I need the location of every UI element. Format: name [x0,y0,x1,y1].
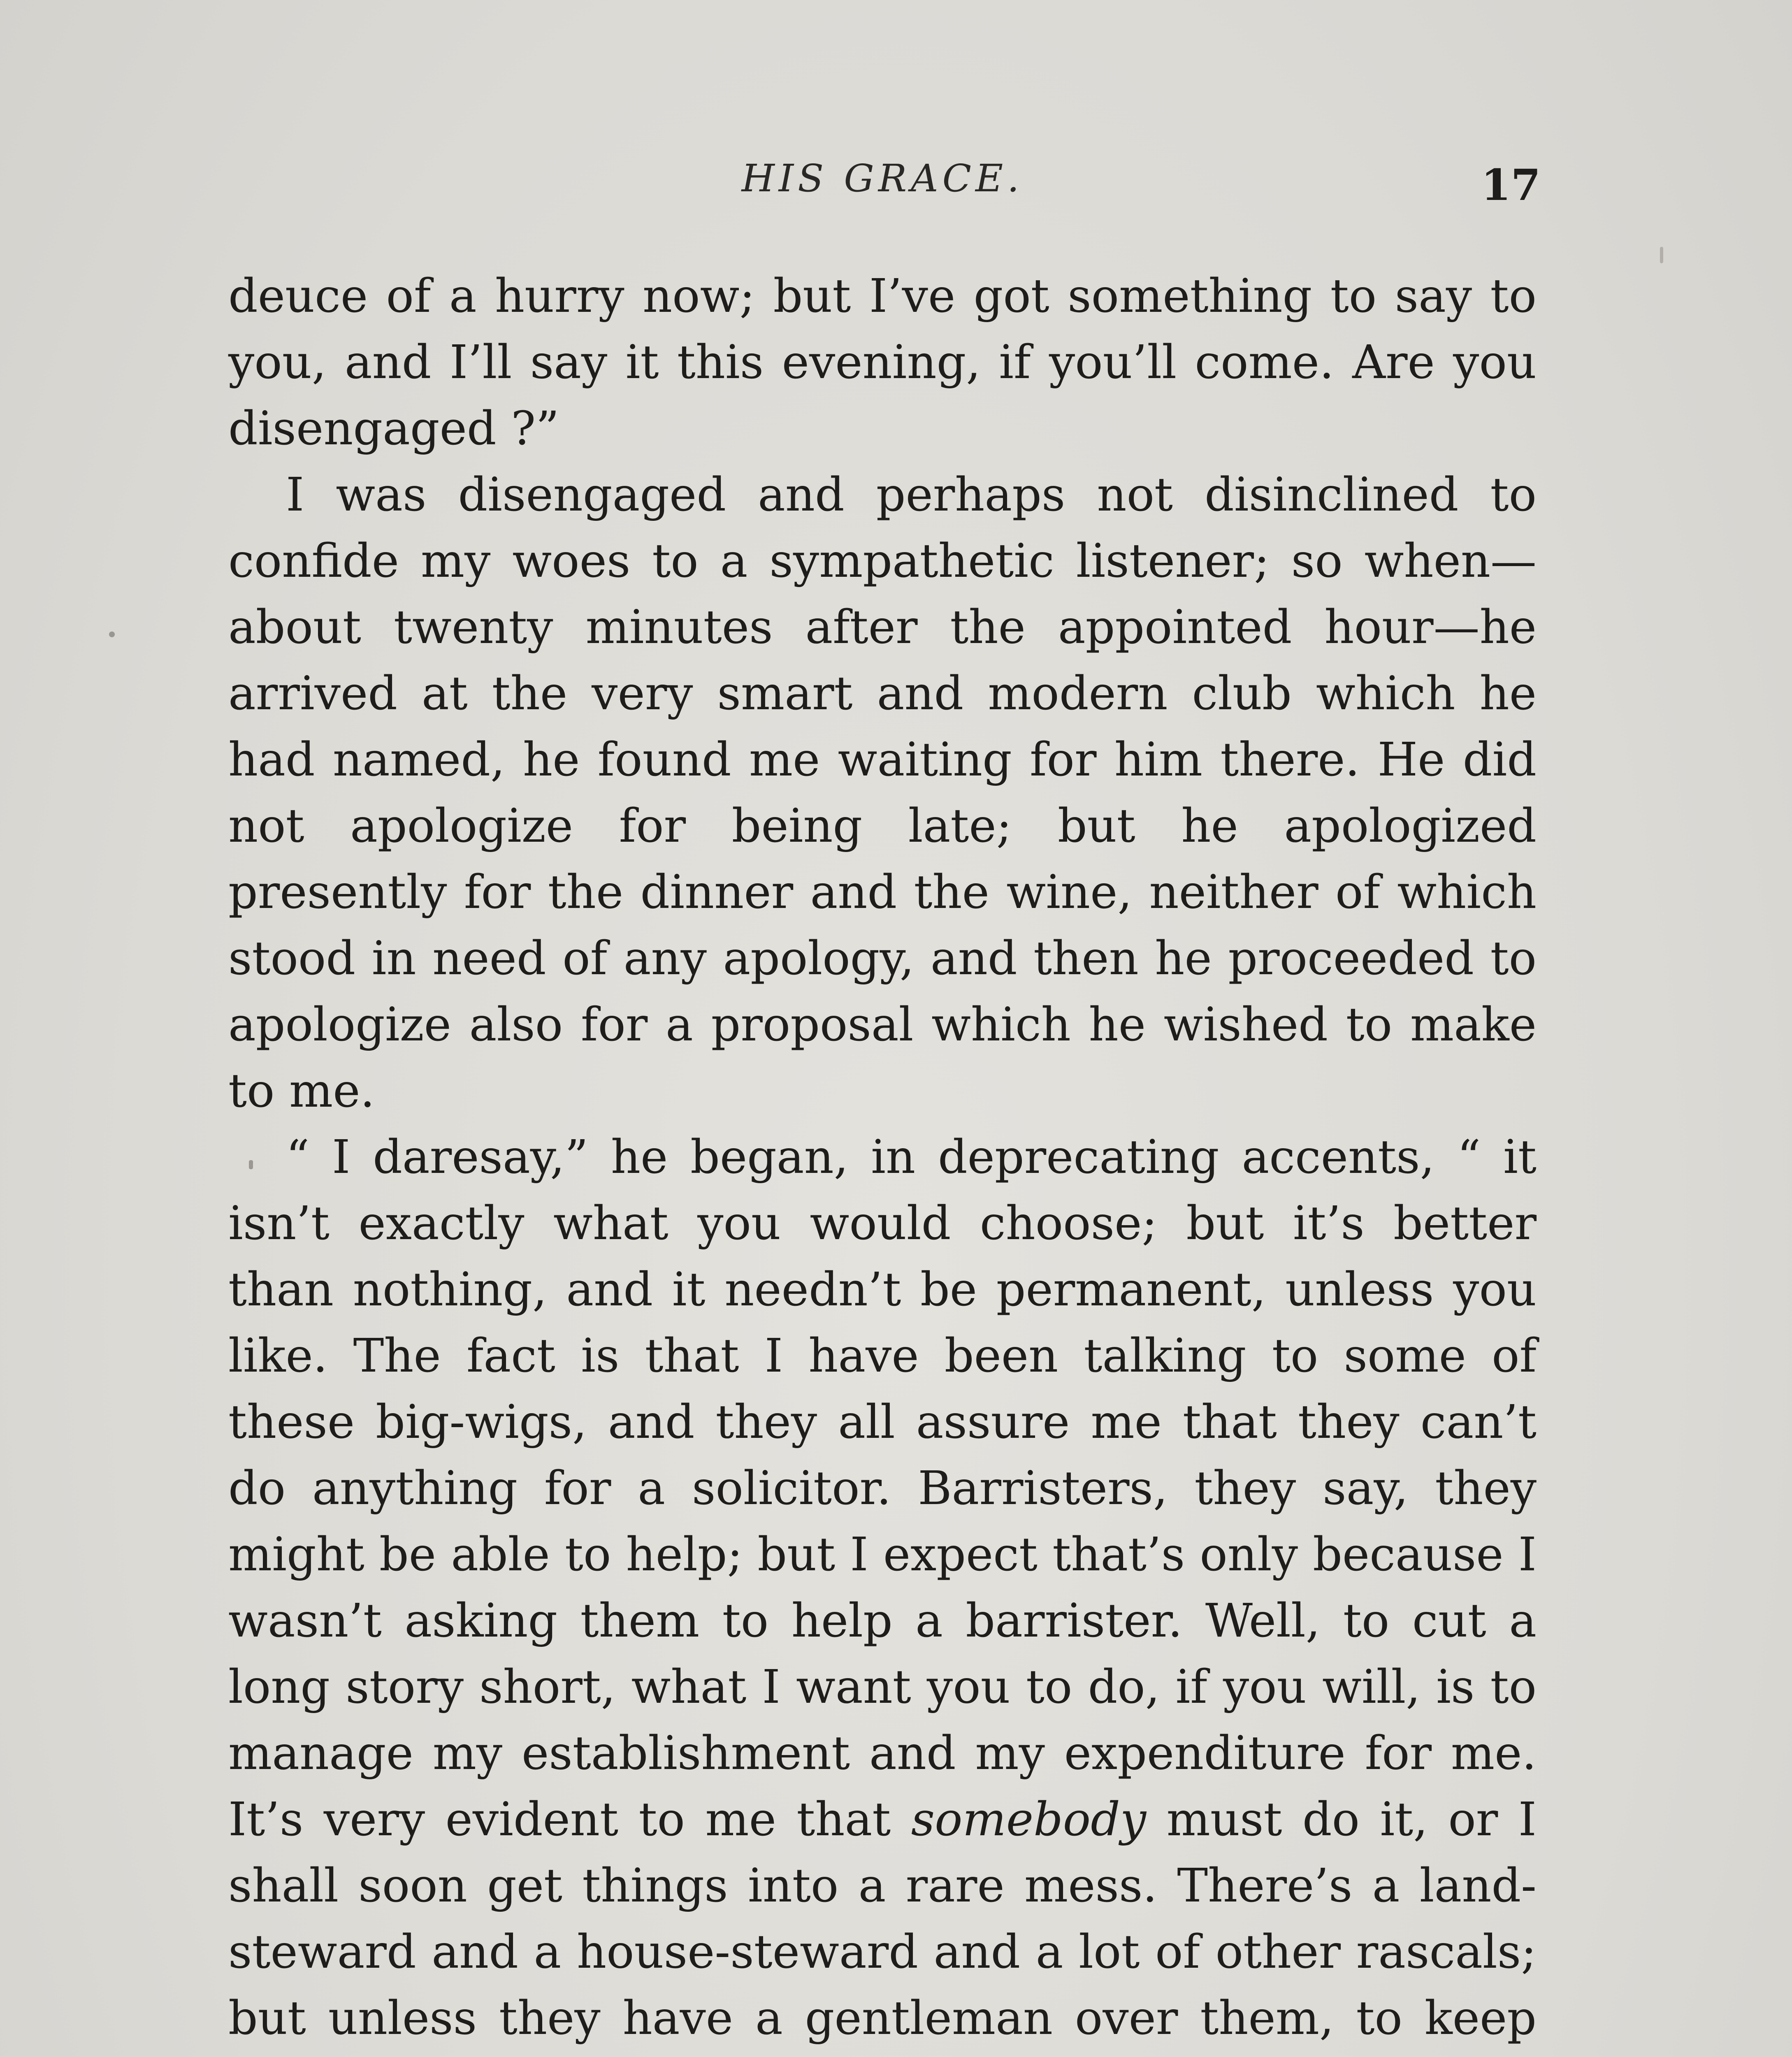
paper-speck [1660,247,1663,263]
paragraph-text: “ I daresay,” he began, in deprecating accents, “ it isn’t exactly what you would choose; but it’s better than nothing, and it needn’t be permanent, unless you like. The fact is that I have been talking to some of these big-wigs, and they all assure me that they can’t do anything for a solicitor. Barristers, they say, they might be able to help; but I expect that’s only because I wasn’t asking them to help a barrister. Well, to cut a long story short, what I want you to do, if you will, is to manage my establishment and my expenditure for me. It’s very evident to me that [228,1131,1537,1846]
page-number: 17 [1481,160,1541,210]
paper-speck [249,1160,253,1169]
running-title: HIS GRACE. [741,156,1024,200]
paragraph-text: I was disengaged and perhaps not disinclined to confide my woes to a sympathetic listener; so when—about twenty minutes after the appointed hour—he arrived at the very smart and modern club which he had named, he found me waiting for him there. He did not apologize for being late; but he apologized presently for the dinner and the wine, neither of which stood in need of any apology, and then he proceeded to apologize also for a proposal which he wished to make to me. [228,468,1537,1118]
paragraph [228,263,1537,462]
body-text [228,263,1537,2057]
paragraph [228,1124,1537,2057]
running-head [228,156,1541,218]
italic-emphasis: somebody [911,1793,1147,1846]
paragraph [228,462,1537,1124]
paper-speck [109,631,115,637]
paragraph-text: must do it, or I shall soon get things into a rare mess. There’s a land-steward and a house-steward and a lot of other rascals; but unless they have a gentleman over them, to keep [228,1793,1537,2045]
paragraph-text: deuce of a hurry now; but I’ve got something to say to you, and I’ll say it this evening, if you’ll come. Are you disengaged ?” [228,269,1537,455]
